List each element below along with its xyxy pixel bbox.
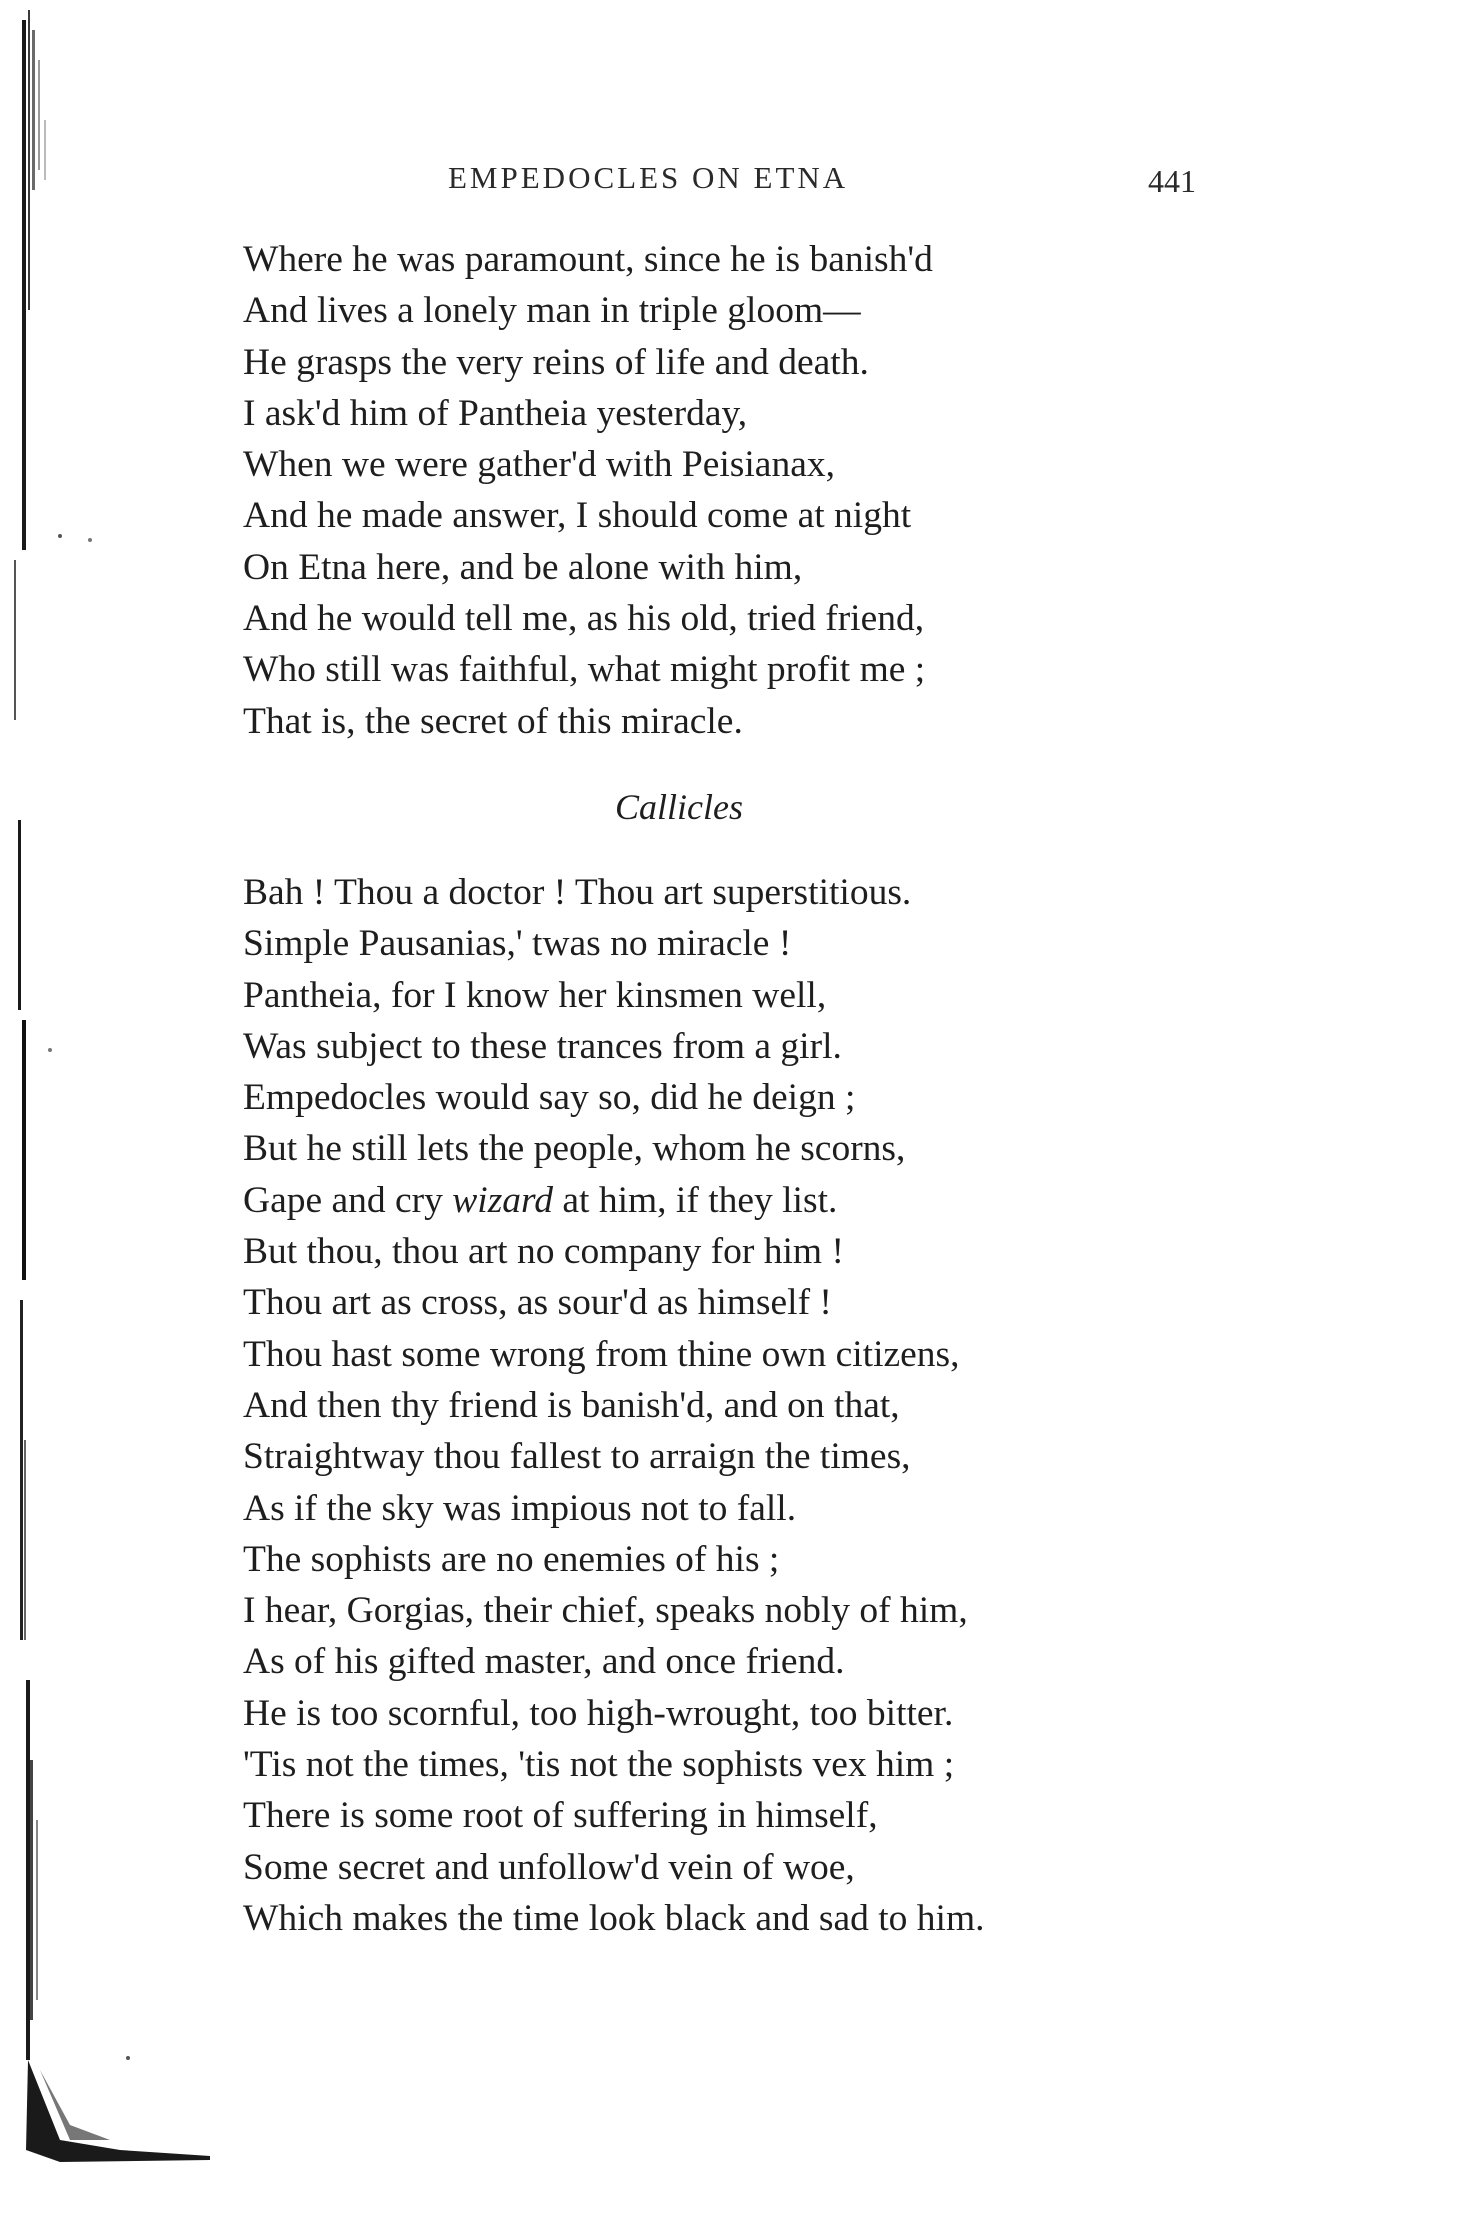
verse-line: Which makes the time look black and sad to him. — [243, 1897, 985, 1939]
verse-line: But he still lets the people, whom he scorns, — [243, 1128, 906, 1170]
verse-line: Thou art as cross, as sour'd as himself ! — [243, 1282, 832, 1324]
stanza-2 — [243, 867, 1243, 1944]
verse-line: And lives a lonely man in triple gloom— — [243, 290, 861, 332]
binding-edge-shadow — [0, 0, 230, 2216]
page-number: 441 — [1148, 163, 1196, 199]
verse-line: I hear, Gorgias, their chief, speaks nobly of him, — [243, 1590, 968, 1632]
verse-line: Where he was paramount, since he is banish'd — [243, 239, 933, 280]
verse-line: And he would tell me, as his old, tried friend, — [243, 598, 925, 640]
poem-body — [243, 234, 1243, 1944]
verse-line: There is some root of suffering in himself, — [243, 1795, 878, 1837]
verse-line: Thou hast some wrong from thine own citizens, — [243, 1333, 960, 1375]
emphasized-word: wizard — [452, 1179, 554, 1221]
verse-line: And then thy friend is banish'd, and on that, — [243, 1384, 900, 1426]
stanza-1 — [243, 234, 1243, 747]
verse-line: When we were gather'd with Peisianax, — [243, 444, 835, 486]
verse-line-text: at him, if they list. — [553, 1179, 838, 1221]
speaker-heading: Callicles — [615, 786, 743, 827]
verse-line: Empedocles would say so, did he deign ; — [243, 1077, 856, 1119]
verse-line: And he made answer, I should come at night — [243, 495, 912, 537]
verse-line: The sophists are no enemies of his ; — [243, 1538, 780, 1580]
verse-line: As if the sky was impious not to fall. — [243, 1487, 797, 1529]
verse-line: Simple Pausanias,' twas no miracle ! — [243, 923, 792, 965]
verse-line: 'Tis not the times, 'tis not the sophists vex him ; — [243, 1744, 955, 1786]
verse-line: Was subject to these trances from a girl. — [243, 1025, 842, 1067]
verse-line: As of his gifted master, and once friend. — [243, 1641, 845, 1683]
verse-line: I ask'd him of Pantheia yesterday, — [243, 392, 748, 434]
verse-line: Bah ! Thou a doctor ! Thou art superstitious. — [243, 871, 912, 913]
verse-line: He is too scornful, too high-wrought, too bitter. — [243, 1692, 954, 1734]
verse-line: But thou, thou art no company for him ! — [243, 1231, 844, 1273]
verse-line: Some secret and unfollow'd vein of woe, — [243, 1846, 855, 1888]
verse-line — [243, 1175, 1243, 1226]
verse-line-text: Gape and cry — [243, 1179, 453, 1221]
verse-line: Who still was faithful, what might profit me ; — [243, 649, 926, 691]
verse-line: On Etna here, and be alone with him, — [243, 546, 803, 588]
verse-line: Straightway thou fallest to arraign the times, — [243, 1436, 911, 1478]
running-head: EMPEDOCLES ON ETNA — [448, 160, 849, 195]
verse-line: That is, the secret of this miracle. — [243, 700, 743, 742]
verse-line: Pantheia, for I know her kinsmen well, — [243, 974, 827, 1016]
verse-line: He grasps the very reins of life and death. — [243, 341, 869, 383]
